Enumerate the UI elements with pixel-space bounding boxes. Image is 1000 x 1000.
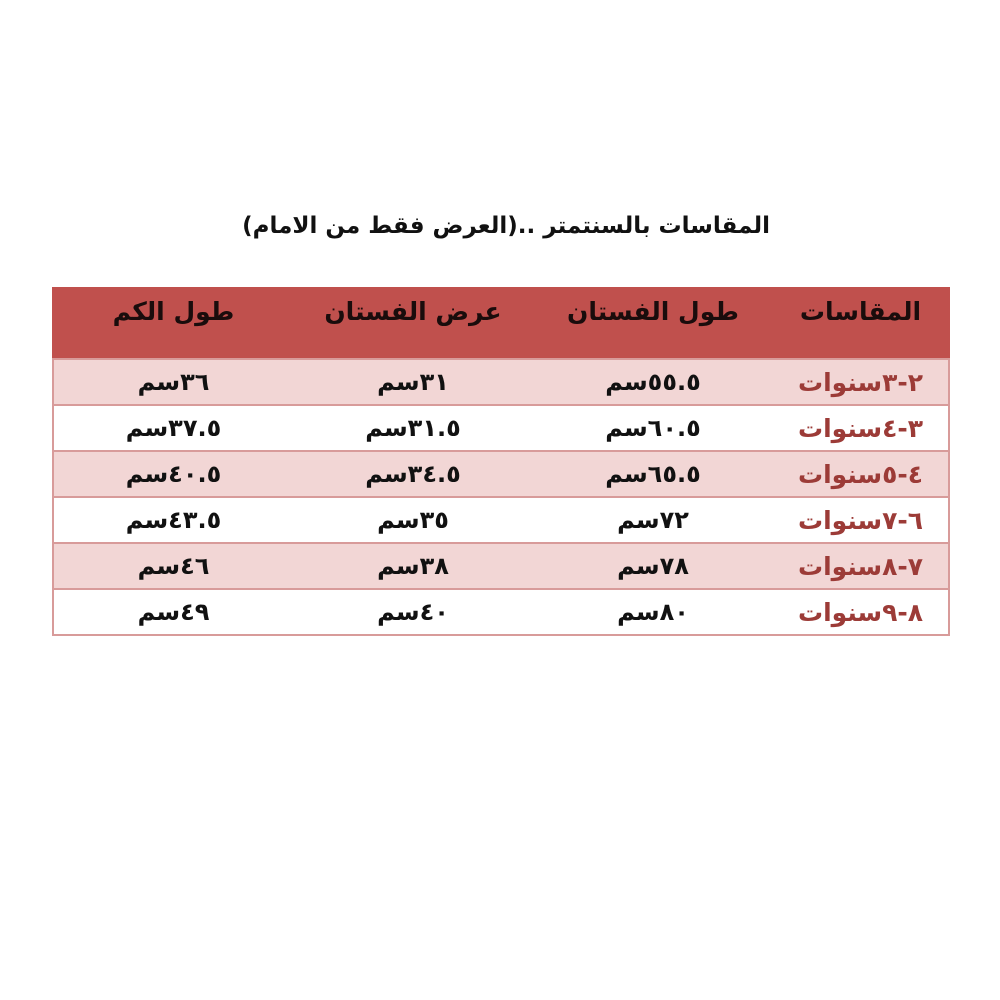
sleeve-length-cell: ٤٩سم: [53, 589, 293, 635]
dress-width-cell: ٣٤.٥سم: [293, 451, 533, 497]
table-header-row: [53, 287, 949, 359]
dress-length-cell: ٧٢سم: [533, 497, 773, 543]
sleeve-length-cell: ٤٦سم: [53, 543, 293, 589]
dress-width-cell: ٣٥سم: [293, 497, 533, 543]
dress-length-cell: ٦٥.٥سم: [533, 451, 773, 497]
sleeve-length-cell: ٤٠.٥سم: [53, 451, 293, 497]
dress-length-cell: ٨٠سم: [533, 589, 773, 635]
size-chart-table: [52, 287, 950, 636]
size-cell: ٧-٨سنوات: [773, 543, 949, 589]
dress-length-cell: ٧٨سم: [533, 543, 773, 589]
dress-width-cell: ٣٨سم: [293, 543, 533, 589]
header-sleeve-length: طول الكم: [53, 287, 293, 359]
table-row: [53, 451, 949, 497]
table-row: [53, 589, 949, 635]
dress-width-cell: ٤٠سم: [293, 589, 533, 635]
header-dress-width: عرض الفستان: [293, 287, 533, 359]
dress-length-cell: ٥٥.٥سم: [533, 359, 773, 405]
size-cell: ٦-٧سنوات: [773, 497, 949, 543]
size-cell: ٨-٩سنوات: [773, 589, 949, 635]
size-cell: ٢-٣سنوات: [773, 359, 949, 405]
table-row: [53, 405, 949, 451]
header-sizes: المقاسات: [773, 287, 949, 359]
dress-width-cell: ٣١.٥سم: [293, 405, 533, 451]
page-title: المقاسات بالسنتمتر ..(العرض فقط من الامام): [242, 213, 770, 239]
sleeve-length-cell: ٣٦سم: [53, 359, 293, 405]
table-row: [53, 497, 949, 543]
table-row: [53, 543, 949, 589]
table-row: [53, 359, 949, 405]
size-cell: ٣-٤سنوات: [773, 405, 949, 451]
dress-width-cell: ٣١سم: [293, 359, 533, 405]
header-dress-length: طول الفستان: [533, 287, 773, 359]
sleeve-length-cell: ٤٣.٥سم: [53, 497, 293, 543]
sleeve-length-cell: ٣٧.٥سم: [53, 405, 293, 451]
size-cell: ٤-٥سنوات: [773, 451, 949, 497]
dress-length-cell: ٦٠.٥سم: [533, 405, 773, 451]
